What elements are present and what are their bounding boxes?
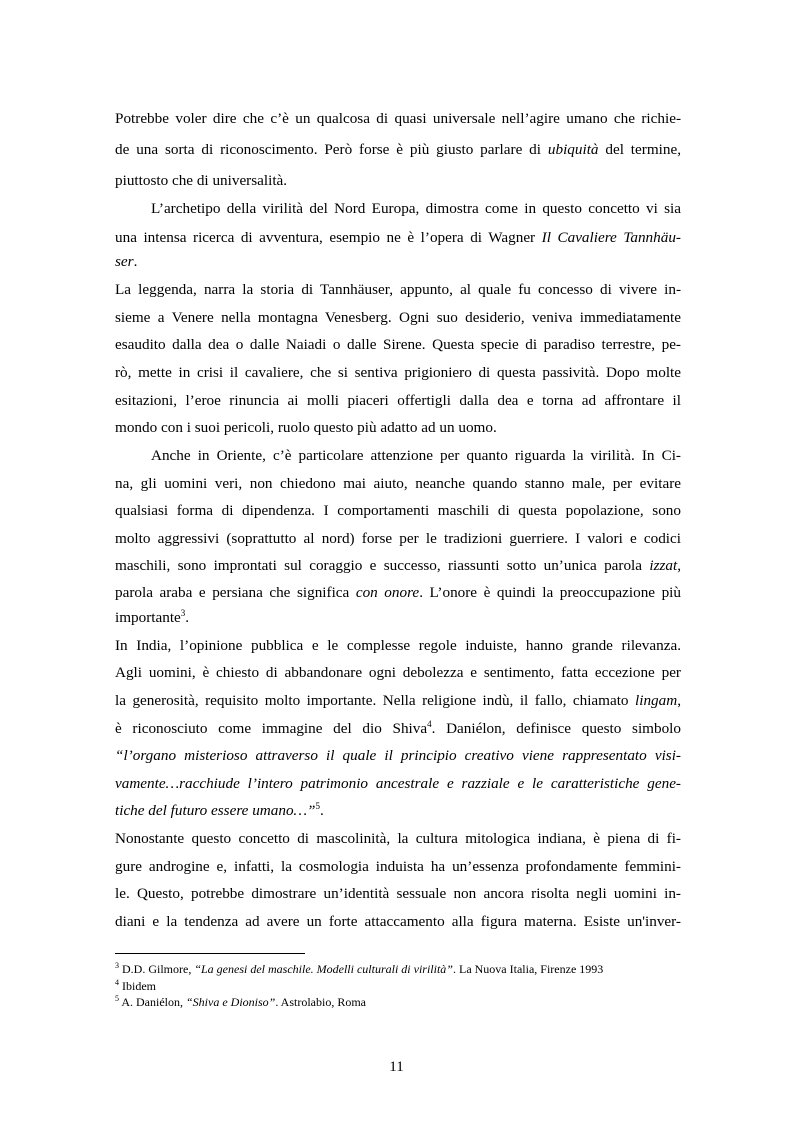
footnote-ref: 4 bbox=[427, 718, 432, 729]
footnote-divider bbox=[115, 953, 305, 954]
text-line: importante$^3$. bbox=[115, 607, 190, 626]
text-line: Nonostante questo concetto di mascolinità, la cultura mitologica indiana, è piena di fi- bbox=[115, 830, 681, 847]
text-line: diani e la tendenza ad avere un forte attaccamento alla figura materna. Esiste un'inver- bbox=[115, 913, 681, 930]
footnote: $^3$ D.D. Gilmore, “La genesi del maschile. Modelli culturali di virilità”. La Nuova Italia, Firenze 1993 bbox=[115, 961, 604, 976]
footnote-ref: 3 bbox=[180, 607, 186, 618]
text-line: parola araba e persiana che significa con onore. L’onore è quindi la preoccupazione più bbox=[115, 584, 681, 601]
text-line: rò, mette in crisi il cavaliere, che si sentiva prigioniero di questa passività. Dopo molte bbox=[115, 364, 681, 381]
text-line: esaudito dalla dea o dalle Naiadi o dalle Sirene. Questa specie di paradiso terrestre, pe- bbox=[115, 336, 681, 353]
text-line: In India, l’opinione pubblica e le complesse regole induiste, hanno grande rilevanza. bbox=[115, 637, 681, 654]
text-line: è riconosciuto come immagine del dio Shiva$^4$. Daniélon, definisce questo simbolo bbox=[115, 718, 681, 737]
text-line: una intensa ricerca di avventura, esempio ne è l’opera di Wagner Il Cavaliere Tannhäu- bbox=[115, 229, 681, 246]
text-line: de una sorta di riconoscimento. Però forse è più giusto parlare di ubiquità del termine, bbox=[115, 141, 681, 158]
text-line: le. Questo, potrebbe dimostrare un’identità sessuale non ancora risolta negli uomini in- bbox=[115, 885, 681, 902]
footnote: $^5$ A. Daniélon, “Shiva e Dioniso”. Astrolabio, Roma bbox=[115, 994, 367, 1009]
text-line: gure androgine e, infatti, la cosmologia induista ha un’essenza profondamente femmini- bbox=[115, 858, 681, 875]
text-line: la generosità, requisito molto importante. Nella religione indù, il fallo, chiamato lingam, bbox=[115, 692, 681, 709]
text-line: ser. bbox=[115, 253, 138, 270]
text-line: tiche del futuro essere umano…”$^5$. bbox=[115, 800, 324, 819]
text-line: piuttosto che di universalità. bbox=[115, 172, 288, 189]
page-number: 11 bbox=[389, 1059, 404, 1075]
text-line: vamente…racchiude l’intero patrimonio ancestrale e razziale e le caratteristiche gene- bbox=[115, 775, 681, 792]
text-line: molto aggressivi (soprattutto al nord) forse per le tradizioni guerriere. I valori e codici bbox=[115, 530, 681, 547]
text-line: esitazioni, l’eroe rinuncia ai molli piaceri offertigli dalla dea e torna ad affrontare il bbox=[115, 392, 681, 409]
text-line: L’archetipo della virilità del Nord Europa, dimostra come in questo concetto vi sia bbox=[151, 200, 681, 217]
text-line: Agli uomini, è chiesto di abbandonare ogni debolezza e sentimento, fatta eccezione per bbox=[115, 664, 681, 681]
footnote-ref: 5 bbox=[315, 800, 321, 811]
text-line: sieme a Venere nella montagna Venesberg. Ogni suo desiderio, veniva immediatamente bbox=[115, 309, 681, 326]
text-line: Anche in Oriente, c’è particolare attenzione per quanto riguarda la virilità. In Ci- bbox=[151, 447, 681, 464]
footnote: $^4$ Ibidem bbox=[115, 978, 156, 993]
text-line: mondo con i suoi pericoli, ruolo questo più adatto ad un uomo. bbox=[115, 419, 497, 436]
text-line: na, gli uomini veri, non chiedono mai aiuto, neanche quando stanno male, per evitare bbox=[115, 475, 681, 492]
text-line: La leggenda, narra la storia di Tannhäuser, appunto, al quale fu concesso di vivere in- bbox=[115, 281, 681, 298]
text-line: maschili, sono improntati sul coraggio e successo, riassunti sotto un’unica parola izzat, bbox=[115, 557, 681, 574]
text-line: “l’organo misterioso attraverso il quale il principio creativo viene rappresentato visi- bbox=[115, 747, 681, 764]
text-line: Potrebbe voler dire che c’è un qualcosa di quasi universale nell’agire umano che richie- bbox=[115, 110, 681, 127]
text-line: qualsiasi forma di dipendenza. I comportamenti maschili di questa popolazione, sono bbox=[115, 502, 681, 519]
